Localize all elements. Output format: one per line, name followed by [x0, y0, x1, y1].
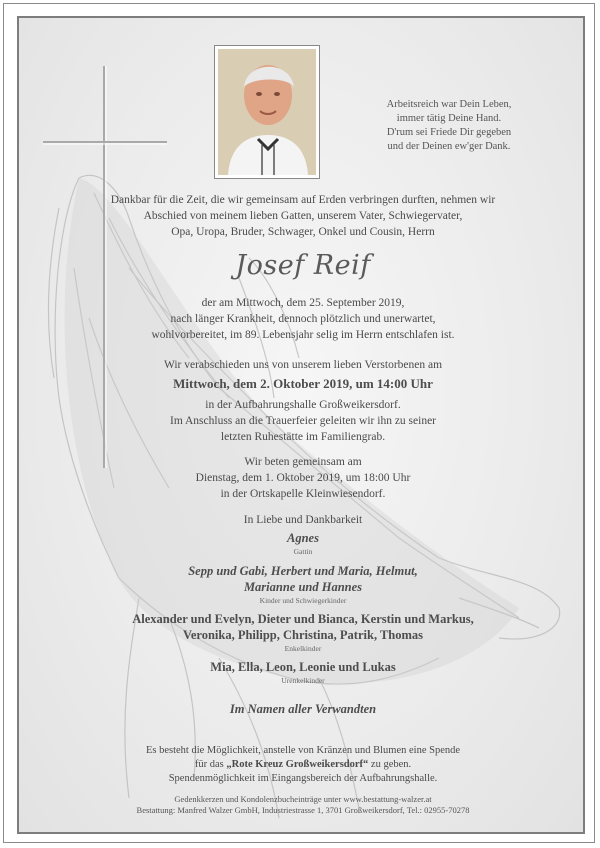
farewell-intro: Wir verabschieden uns von unserem lieben Verstorbenen am: [163, 359, 443, 371]
greatgrandchildren-names: Mia, Ella, Leon, Leonie und Lukas: [210, 660, 396, 674]
grandchildren-line: Alexander und Evelyn, Dieter und Bianca, Kerstin und Markus,: [132, 612, 474, 626]
death-text: [19, 295, 585, 343]
grandchildren-role: Enkelkinder: [284, 644, 322, 653]
poem-line: Arbeitsreich war Dein Leben,: [386, 99, 512, 110]
poem: [349, 98, 549, 154]
love-text: In Liebe und Dankbarkeit: [243, 514, 363, 526]
deceased-name: Josef Reif: [235, 250, 371, 281]
intro-line: Abschied von meinem lieben Gatten, unserem Vater, Schwiegervater,: [143, 210, 463, 222]
prayer-line: Dienstag, dem 1. Oktober 2019, um 18:00 Uhr: [195, 472, 411, 484]
death-line: nach länger Krankheit, dennoch plötzlich und unerwartet,: [170, 313, 436, 325]
children-line: Marianne und Hannes: [243, 580, 363, 594]
intro-line: Dankbar für die Zeit, die wir gemeinsam auf Erden verbringen durften, nehmen wir: [110, 194, 496, 206]
donation-line: [19, 758, 585, 772]
prayer-line: Wir beten gemeinsam am: [244, 456, 362, 468]
footer: [19, 794, 585, 816]
funeral-place: [19, 397, 585, 445]
intro-line: Opa, Uropa, Bruder, Schwager, Onkel und Cousin, Herrn: [171, 226, 435, 238]
poem-line: immer tätig Deine Hand.: [396, 113, 502, 124]
obituary-card: [17, 16, 585, 834]
prayer-text: [19, 454, 585, 502]
donation-line: Spendenmöglichkeit im Eingangsbereich der Aufbahrungshalle.: [168, 773, 438, 784]
relatives-text: Im Namen aller Verwandten: [229, 702, 377, 716]
poem-line: D'rum sei Friede Dir gegeben: [386, 127, 512, 138]
donation-charity: „Rote Kreuz Großweikersdorf“: [226, 759, 369, 770]
prayer-line: in der Ortskapelle Kleinwiesendorf.: [220, 488, 386, 500]
funeral-date: Mittwoch, dem 2. Oktober 2019, um 14:00 Uhr: [173, 376, 433, 391]
portrait-photo: [215, 46, 319, 178]
children-names: [19, 563, 585, 595]
children-role: Kinder und Schwiegerkinder: [259, 596, 347, 605]
death-line: der am Mittwoch, dem 25. September 2019,: [201, 297, 405, 309]
footer-line: Gedenkkerzen und Kondolenzbucheinträge unter www.bestattung-walzer.at: [174, 794, 432, 804]
wife-name: Agnes: [287, 531, 319, 545]
donation-text: [19, 744, 585, 786]
children-line: Sepp und Gabi, Herbert und Maria, Helmut,: [188, 564, 418, 578]
greatgrandchildren-role: Urenkelkinder: [281, 676, 325, 685]
grandchildren-line: Veronika, Philipp, Christina, Patrik, Thomas: [182, 628, 424, 642]
funeral-place-line: letzten Ruhestätte im Familiengrab.: [220, 431, 386, 443]
poem-line: und der Deinen ew'ger Dank.: [387, 141, 511, 152]
footer-line: Bestattung: Manfred Walzer GmbH, Industriestrasse 1, 3701 Großweikersdorf, Tel.: 02955-70278: [136, 805, 470, 815]
funeral-place-line: Im Anschluss an die Trauerfeier geleiten wir ihn zu seiner: [169, 415, 437, 427]
wife-role: Gattin: [293, 547, 313, 556]
donation-line: Es besteht die Möglichkeit, anstelle von Kränzen und Blumen eine Spende: [145, 745, 461, 756]
death-line: wohlvorbereitet, im 89. Lebensjahr selig im Herrn entschlafen ist.: [151, 329, 455, 341]
donation-pre: für das: [194, 759, 227, 770]
intro-text: [19, 192, 585, 240]
funeral-place-line: in der Aufbahrungshalle Großweikersdorf.: [205, 399, 401, 411]
donation-post: zu geben.: [368, 759, 412, 770]
grandchildren-names: [19, 611, 585, 643]
